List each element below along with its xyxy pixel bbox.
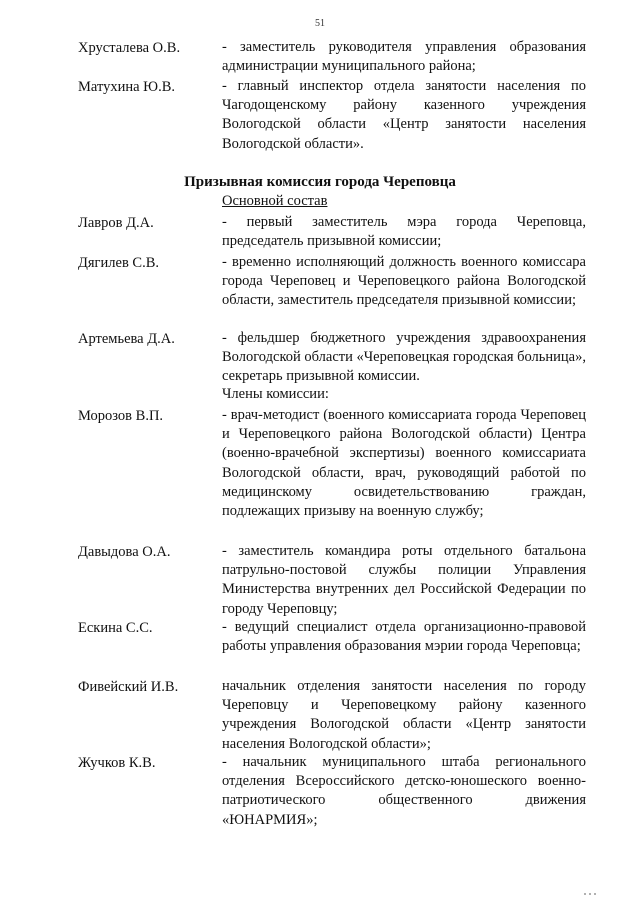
- person-name: Дягилев С.В.: [78, 255, 160, 271]
- person-position: - заместитель руководителя управления образования администрации муниципального района;: [222, 39, 586, 75]
- section-title: Призывная комиссия города Череповца: [184, 174, 456, 190]
- person-name: Давыдова О.А.: [78, 544, 171, 560]
- page-number: 51: [315, 18, 325, 29]
- person-name: Матухина Ю.В.: [78, 79, 176, 95]
- person-position: - врач-методист (военного комиссариата города Череповец и Череповецкого района Вологодской области) Центра (военно-врачебной экспертизы) военного комиссариата Вологодской области, врач, руководящий работой по медицинскому освидетельствованию граждан, подлежащих призыву на военную службу;: [222, 407, 586, 520]
- members-label: Члены комиссии:: [222, 386, 329, 402]
- person-position: - главный инспектор отдела занятости населения по Чагодощенскому району казенного учреждения Вологодской области «Центр занятости населения Вологодской области».: [222, 78, 586, 152]
- person-name: Фивейский И.В.: [78, 679, 179, 695]
- person-position: - первый заместитель мэра города Череповца, председатель призывной комиссии;: [222, 214, 586, 250]
- person-name: Хрусталева О.В.: [78, 40, 181, 56]
- person-position: - начальник муниципального штаба регионального отделения Всероссийского детско-юношеского военно-патриотического общественного движения «ЮНАРМИЯ»;: [222, 754, 586, 828]
- person-name: Лавров Д.А.: [78, 215, 154, 231]
- main-composition-label: Основной состав: [222, 193, 328, 209]
- person-name: Морозов В.П.: [78, 408, 164, 424]
- person-position: - временно исполняющий должность военного комиссара города Череповец и Череповецкого района Вологодской области, заместитель председателя призывной комиссии;: [222, 254, 586, 309]
- person-name: Ескина С.С.: [78, 620, 153, 636]
- person-position: - фельдшер бюджетного учреждения здравоохранения Вологодской области «Череповецкая городская больница», секретарь призывной комиссии.: [222, 330, 586, 385]
- person-position: - ведущий специалист отдела организационно-правовой работы управления образования мэрии города Череповца;: [222, 619, 586, 655]
- person-name: Жучков К.В.: [78, 755, 156, 771]
- person-position: начальник отделения занятости населения по городу Череповцу и Череповецкому району казенного учреждения Вологодской области «Центр занятости населения Вологодской области»;: [222, 678, 586, 752]
- person-position: - заместитель командира роты отдельного батальона патрульно-постовой службы полиции Управления Министерства внутренних дел Российской Федерации по городу Череповцу;: [222, 543, 586, 617]
- person-name: Артемьева Д.А.: [78, 331, 175, 347]
- scan-mark: [582, 891, 598, 897]
